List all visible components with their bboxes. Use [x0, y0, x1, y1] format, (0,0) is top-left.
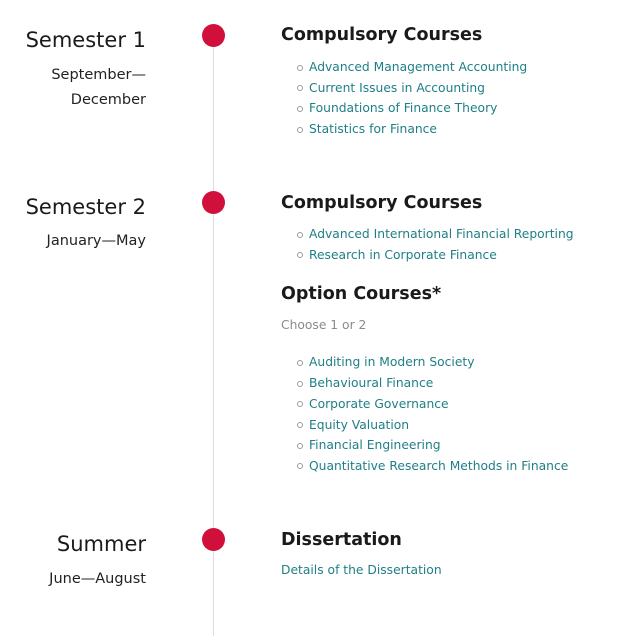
list-item: [281, 373, 621, 394]
circle-bullet-icon: [297, 252, 303, 258]
list-item: [281, 78, 621, 99]
list-item: [281, 456, 621, 477]
circle-bullet-icon: [297, 65, 303, 71]
circle-bullet-icon: [297, 232, 303, 238]
course-link[interactable]: Quantitative Research Methods in Finance: [309, 458, 569, 473]
semester-title: Semester 1: [25, 28, 146, 52]
compulsory-course-list: [281, 57, 621, 140]
list-item: [281, 435, 621, 456]
list-item: [281, 394, 621, 415]
circle-bullet-icon: [297, 360, 303, 366]
option-courses-heading: Option Courses*: [281, 284, 442, 305]
list-item: [281, 119, 621, 140]
semester-title: Summer: [56, 532, 146, 556]
course-link[interactable]: Advanced International Financial Reporting: [309, 227, 574, 241]
semester-content: [281, 23, 621, 140]
list-item: [281, 57, 621, 78]
summer-content: [281, 528, 621, 579]
course-link[interactable]: Current Issues in Accounting: [309, 80, 485, 95]
option-course-list: [281, 352, 621, 476]
compulsory-course-list: [281, 224, 621, 265]
compulsory-courses-heading: Compulsory Courses: [281, 193, 483, 213]
list-item: [281, 224, 621, 245]
course-link[interactable]: Equity Valuation: [309, 417, 410, 432]
circle-bullet-icon: [297, 422, 303, 428]
course-link[interactable]: Advanced Management Accounting: [309, 60, 528, 74]
timeline-dot: [202, 24, 225, 47]
semester-dates-line-1: September—: [51, 67, 146, 83]
circle-bullet-icon: [297, 443, 303, 449]
circle-bullet-icon: [297, 401, 303, 407]
course-link[interactable]: Foundations of Finance Theory: [309, 101, 498, 116]
semester-content: [281, 191, 621, 477]
timeline-dot: [202, 191, 225, 214]
course-link[interactable]: Corporate Governance: [309, 396, 449, 411]
dissertation-heading: Dissertation: [281, 530, 402, 550]
course-link[interactable]: Auditing in Modern Society: [309, 355, 475, 370]
list-item: [281, 352, 621, 373]
semester-dates: [26, 63, 146, 113]
list-item: [281, 415, 621, 436]
semester-title: Semester 2: [25, 195, 146, 219]
semester-dates-line-2: December: [70, 92, 146, 108]
semester-dates: January—May: [46, 233, 146, 249]
circle-bullet-icon: [297, 463, 303, 469]
circle-bullet-icon: [297, 127, 303, 133]
course-link[interactable]: Financial Engineering: [309, 438, 441, 453]
semester-dates: June—August: [49, 571, 146, 587]
list-item: [281, 245, 621, 266]
circle-bullet-icon: [297, 106, 303, 112]
option-note: Choose 1 or 2: [281, 318, 367, 333]
circle-bullet-icon: [297, 381, 303, 387]
circle-bullet-icon: [297, 85, 303, 91]
list-item: [281, 98, 621, 119]
dissertation-details-link[interactable]: Details of the Dissertation: [281, 563, 442, 577]
course-link[interactable]: Behavioural Finance: [309, 376, 434, 391]
course-link[interactable]: Research in Corporate Finance: [309, 247, 497, 262]
timeline-dot: [202, 528, 225, 551]
compulsory-courses-heading: Compulsory Courses: [281, 25, 483, 45]
course-link[interactable]: Statistics for Finance: [309, 122, 437, 137]
